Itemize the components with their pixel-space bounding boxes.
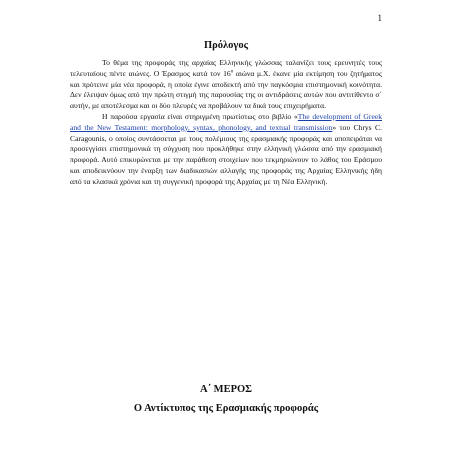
intro-p2-text-end: » του Chrys C. Caragounis, ο οποίος συντάσσεται με τους πολέμιους της ερασμιακής προφοράς και αποπειράται να προσεγγίσει επιστημονικά τη σύγχυση που προκλήθηκε στην ελληνική γλώσσα από την ερασμιακή προφορά. Αυτό επικυρώνεται με την παράθεση στοιχείων που τεκμηριώνουν το λάθος του Εράσμου και αποδεικνύουν την έναρξη των διαδικασιών αλλαγής της προφοράς της Αρχαίας Ελληνικής ήδη από τα κλασικά χρόνια και τη συγγενική προφορά της Αρχαίας με τη Νέα Ελληνική. <box>70 122 382 186</box>
ordinal-superscript: ο <box>230 69 234 75</box>
intro-paragraph-1 <box>70 58 382 112</box>
intro-p2-text-start: Η παρούσα εργασία είναι στηριγμένη πρωτίστως στο βιβλίο « <box>102 111 298 121</box>
intro-paragraph-2 <box>70 112 382 188</box>
part-heading: Α΄ ΜΕΡΟΣ <box>199 384 253 395</box>
book-title-link[interactable]: The development of Greek and the New Testament: morphology, syntax, phonology, and textual transmission <box>70 111 382 132</box>
part-subtitle: Ο Αντίκτυπος της Ερασμιακής προφοράς <box>133 403 319 414</box>
intro-body <box>70 58 382 188</box>
intro-p1-text-start: Το θέμα της προφοράς της αρχαίας Ελληνικής γλώσσας ταλανίζει τους ερευνητές τους τελευταίους πέντε αιώνες. Ο Έρασμος κατά τον 16 <box>70 58 382 78</box>
intro-p1-text-end: αιώνα μ.Χ. έκανε μία εκτίμηση του ζητήματος και πρότεινε μία νέα προφορά, η οποία έγινε αποδεκτή από την παγκόσμια επιστημονική κοινότητα. Δεν έλειψαν όμως από την πρώτη στιγμή της παρουσίας της οι αντιδράσεις αυτών που αντιτίθεντο σ΄ αυτήν, με αποτέλεσμα και οι δύο πλευρές να προβάλουν τα δικά τους επιχειρήματα. <box>70 68 382 111</box>
page-title: Πρόλογος <box>203 40 249 51</box>
page-number: 1 <box>377 13 382 23</box>
